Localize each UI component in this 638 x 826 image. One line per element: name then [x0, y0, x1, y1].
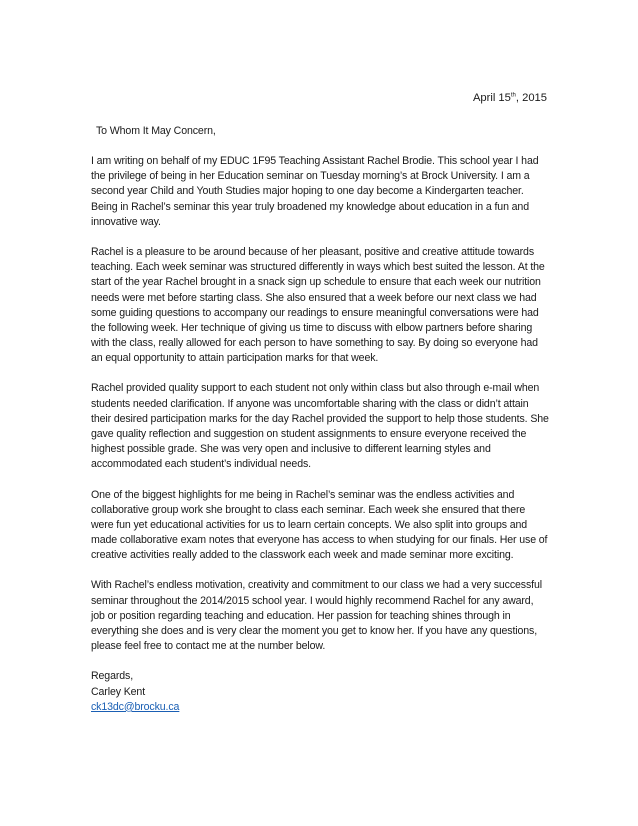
- salutation: To Whom It May Concern,: [96, 125, 216, 137]
- paragraph-recommendation: With Rachel’s endless motivation, creativity and commitment to our class we had a very successful seminar throughout the 2014/2015 school year. I would highly recommend Rachel for any award, job or position regarding teaching and education. Her passion for teaching shines through in everything she does and is very clear the moment you get to know her. If you have any questions, please feel free to contact me at the number below.: [91, 579, 542, 653]
- letter-date: [473, 91, 547, 106]
- date-prefix: April 15: [472, 92, 511, 104]
- closing: Regards,: [91, 670, 134, 683]
- paragraph-support: Rachel provided quality support to each student not only within class but also through e-mail when students needed clarification. If anyone was uncomfortable sharing with the class or didn’t attain their desired participation marks for the day Rachel provided the support to help those students. She gave quality reflection and suggestion on student assignments to ensure everyone received the highest possible grade. She was very open and inclusive to different learning styles and accommodated each student’s individual needs.: [91, 382, 549, 471]
- letter-body: [91, 124, 549, 715]
- paragraph-introduction: I am writing on behalf of my EDUC 1F95 Teaching Assistant Rachel Brodie. This school year I had the privilege of being in her Education seminar on Tuesday morning’s at Brock University. I am a second year Child and Youth Studies major hoping to one day become a Kindergarten teacher. Being in Rachel’s seminar this year truly broadened my knowledge about education in a fun and innovative way.: [91, 155, 539, 228]
- paragraph-highlights: One of the biggest highlights for me being in Rachel’s seminar was the endless activities and collaborative group work she brought to class each seminar. Each week she ensured that there were fun yet educational activities for us to learn certain concepts. We also split into groups and made collaborative exam notes that everyone has access to when studying for our finals. Her use of creative activities really added to the classwork each week and made seminar more exciting.: [91, 488, 548, 562]
- signature-name: Carley Kent: [91, 685, 146, 698]
- paragraph-attitude: Rachel is a pleasure to be around because of her pleasant, positive and creative attitude towards teaching. Each week seminar was structured differently in ways which best suited the lesson. At the start of the year Rachel brought in a snack sign up schedule to ensure that each week our nutrition needs were met before starting class. She also ensured that a week before our next class we had some guiding questions to accompany our readings to ensure meaningful conversations were had the following week. Her technique of giving us time to discuss with elbow partners before sharing with the class, really allowed for each person to have something to say. By doing so everyone had an equal opportunity to attain participation marks for that week.: [91, 246, 545, 365]
- date-rest: , 2015: [515, 92, 547, 104]
- date-ordinal-suffix: th: [510, 92, 516, 99]
- email-link[interactable]: ck13dc@brocku.ca: [91, 700, 180, 713]
